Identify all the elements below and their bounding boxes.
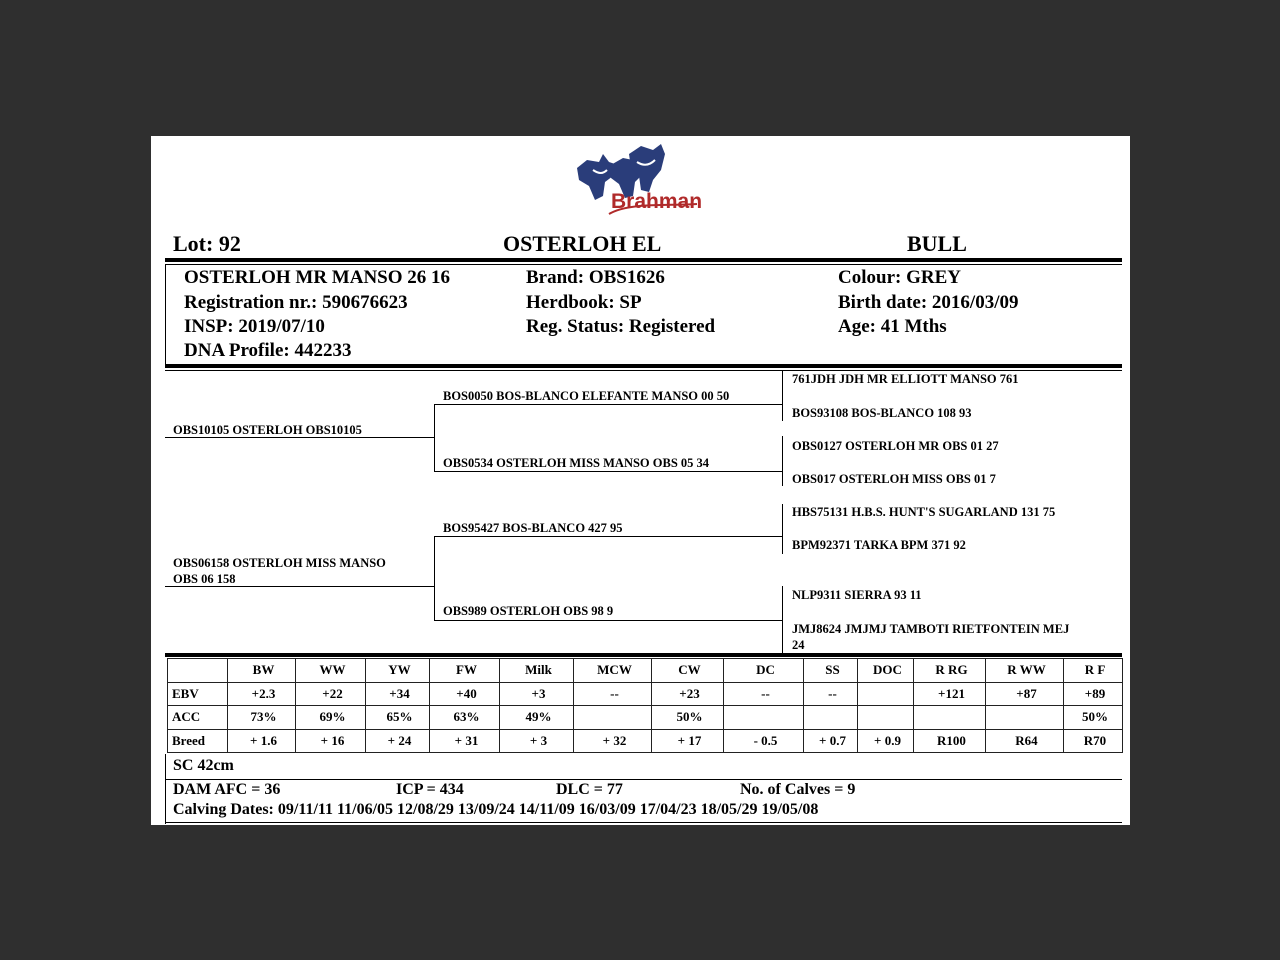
herdbook: Herdbook: SP — [526, 292, 642, 313]
table-cell: + 0.7 — [804, 729, 858, 753]
table-cell: 73% — [228, 706, 296, 730]
table-divider — [165, 653, 1122, 657]
dam-line2: OBS 06 158 — [173, 572, 236, 586]
table-header: BW — [228, 659, 296, 683]
table-cell: +3 — [500, 682, 574, 706]
insp-date: INSP: 2019/07/10 — [184, 316, 325, 337]
ds-line — [434, 536, 782, 537]
brand: Brand: OBS1626 — [526, 267, 665, 288]
sire-sire: BOS0050 BOS-BLANCO ELEFANTE MANSO 00 50 — [443, 389, 730, 403]
birth-date: Birth date: 2016/03/09 — [838, 292, 1019, 313]
table-cell: +40 — [430, 682, 500, 706]
dam-dam: OBS989 OSTERLOH OBS 98 9 — [443, 604, 614, 618]
table-cell: Breed — [168, 729, 228, 753]
table-cell: + 0.9 — [858, 729, 914, 753]
brahman-logo — [569, 140, 719, 218]
dam-line1: OBS06158 OSTERLOH MISS MANSO — [173, 556, 386, 570]
dam-sire-dam: BPM92371 TARKA BPM 371 92 — [792, 538, 966, 552]
table-cell: +89 — [1064, 682, 1123, 706]
ds-connector — [782, 504, 783, 554]
table-cell: + 16 — [296, 729, 366, 753]
cattle-logo-icon — [569, 140, 719, 218]
table-cell: + 32 — [574, 729, 652, 753]
bottom-border — [165, 822, 1122, 823]
info-left-border — [165, 264, 166, 364]
table-header: Milk — [500, 659, 574, 683]
dam-sire-sire: HBS75131 H.B.S. HUNT'S SUGARLAND 131 75 — [792, 505, 1056, 519]
table-header: SS — [804, 659, 858, 683]
table-cell: R70 — [1064, 729, 1123, 753]
table-cell — [724, 706, 804, 730]
herd-prefix: OSTERLOH EL — [503, 231, 662, 256]
dd-connector — [782, 586, 783, 654]
registration-number: Registration nr.: 590676623 — [184, 292, 408, 313]
header-divider — [165, 258, 1122, 262]
ebv-table — [167, 658, 1123, 753]
table-cell: 69% — [296, 706, 366, 730]
table-cell: +23 — [652, 682, 724, 706]
age: Age: 41 Mths — [838, 316, 947, 337]
table-cell: 65% — [366, 706, 430, 730]
table-cell — [858, 706, 914, 730]
dna-profile: DNA Profile: 442233 — [184, 340, 352, 361]
pedigree-certificate — [151, 136, 1130, 825]
animal-sex: BULL — [907, 231, 967, 256]
table-cell: +22 — [296, 682, 366, 706]
ss-connector — [782, 371, 783, 421]
sd-connector — [782, 436, 783, 486]
dam-dam-sire: NLP9311 SIERRA 93 11 — [792, 588, 922, 602]
table-header: CW — [652, 659, 724, 683]
table-cell: + 1.6 — [228, 729, 296, 753]
dam-afc: DAM AFC = 36 — [173, 781, 281, 798]
table-header: DOC — [858, 659, 914, 683]
scrotal-circumference: SC 42cm — [173, 757, 234, 774]
table-cell: + 17 — [652, 729, 724, 753]
logo-text: Brahman — [611, 190, 703, 213]
sire-dam-sire: OBS0127 OSTERLOH MR OBS 01 27 — [792, 439, 999, 453]
table-cell — [574, 706, 652, 730]
table-header — [168, 659, 228, 683]
table-cell — [986, 706, 1064, 730]
reg-status: Reg. Status: Registered — [526, 316, 716, 337]
table-cell: +121 — [914, 682, 986, 706]
calves-count: No. of Calves = 9 — [740, 781, 856, 798]
table-cell: +2.3 — [228, 682, 296, 706]
table-cell: - 0.5 — [724, 729, 804, 753]
dam-line — [165, 586, 434, 587]
table-header: YW — [366, 659, 430, 683]
lot-number: Lot: 92 — [173, 231, 241, 256]
table-row — [168, 729, 1123, 753]
table-cell: -- — [724, 682, 804, 706]
table-cell: R64 — [986, 729, 1064, 753]
table-cell: -- — [574, 682, 652, 706]
table-cell: + 3 — [500, 729, 574, 753]
table-row — [168, 706, 1123, 730]
info-divider-thin — [165, 370, 1122, 371]
table-cell: + 24 — [366, 729, 430, 753]
dam-connector — [434, 536, 435, 620]
table-cell: 49% — [500, 706, 574, 730]
animal-name: OSTERLOH MR MANSO 26 16 — [184, 267, 451, 288]
dam-dam-dam-line1: JMJ8624 JMJMJ TAMBOTI RIETFONTEIN MEJ — [792, 622, 1070, 636]
table-header: R RG — [914, 659, 986, 683]
ebv-header-row — [168, 659, 1123, 683]
sire-sire-dam: BOS93108 BOS-BLANCO 108 93 — [792, 406, 972, 420]
table-cell: R100 — [914, 729, 986, 753]
sire-dam-dam: OBS017 OSTERLOH MISS OBS 01 7 — [792, 472, 996, 486]
dd-line — [434, 620, 782, 621]
table-cell: + 31 — [430, 729, 500, 753]
sire: OBS10105 OSTERLOH OBS10105 — [173, 423, 362, 437]
sd-line — [434, 471, 782, 472]
bottom-left-border — [165, 754, 166, 824]
table-header: R F — [1064, 659, 1123, 683]
sc-divider — [165, 779, 1122, 780]
table-cell: EBV — [168, 682, 228, 706]
sire-line — [165, 437, 434, 438]
dam-dam-dam-line2: 24 — [792, 638, 805, 652]
table-cell: +87 — [986, 682, 1064, 706]
table-row — [168, 682, 1123, 706]
icp: ICP = 434 — [396, 781, 464, 798]
table-cell: +34 — [366, 682, 430, 706]
table-cell — [804, 706, 858, 730]
table-header: DC — [724, 659, 804, 683]
table-header: FW — [430, 659, 500, 683]
table-cell: 50% — [1064, 706, 1123, 730]
header-divider-thin — [165, 264, 1122, 265]
table-header: MCW — [574, 659, 652, 683]
table-cell: -- — [804, 682, 858, 706]
table-cell: 63% — [430, 706, 500, 730]
table-header: WW — [296, 659, 366, 683]
table-cell: 50% — [652, 706, 724, 730]
dlc: DLC = 77 — [556, 781, 623, 798]
info-divider — [165, 364, 1122, 368]
table-header: R WW — [986, 659, 1064, 683]
table-cell — [914, 706, 986, 730]
colour: Colour: GREY — [838, 267, 961, 288]
sire-dam: OBS0534 OSTERLOH MISS MANSO OBS 05 34 — [443, 456, 710, 470]
table-cell: ACC — [168, 706, 228, 730]
table-cell — [858, 682, 914, 706]
calving-dates: Calving Dates: 09/11/11 11/06/05 12/08/29 13/09/24 14/11/09 16/03/09 17/04/23 18/05/29 19/05/08 — [173, 801, 819, 818]
dam-sire: BOS95427 BOS-BLANCO 427 95 — [443, 521, 623, 535]
sire-sire-sire: 761JDH JDH MR ELLIOTT MANSO 761 — [792, 372, 1019, 386]
sire-connector — [434, 404, 435, 471]
ss-line — [434, 404, 782, 405]
